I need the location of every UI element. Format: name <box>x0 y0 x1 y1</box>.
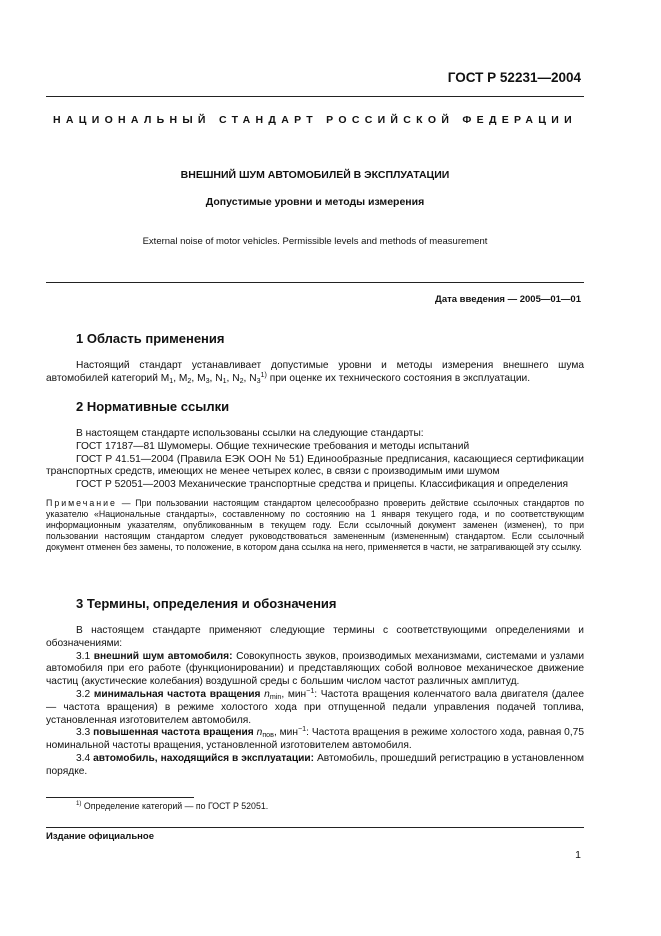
english-title: External noise of motor vehicles. Permissible levels and methods of measurement <box>142 236 488 247</box>
term-3-1: 3.1 внешний шум автомобиля: Совокупность звуков, производимых механизмами, системами и узлами автомобиля при его работе (функционировании) и представляющих собой волновое механическое движение частиц (акустические колебания) воздушной среды с большим числом частот различных амплитуд. <box>46 650 585 688</box>
footnote-reference: 1) <box>260 370 267 379</box>
vehicle-category: $N_1$ <box>215 372 227 385</box>
vehicle-category: $M_3$ <box>197 372 210 385</box>
section-3-body <box>46 625 584 779</box>
scope-paragraph: Настоящий стандарт устанавливает допустимые уровни и методы измерения внешнего шума автомобилей категорий $M_1$, $M_2$, $M_3$, $N_1$, $N_2$, $N_3^{1)}$ при оценке их технического состояния в эксплуатации. <box>46 360 584 385</box>
introduction-date: Дата введения — 2005—01—01 <box>435 294 581 305</box>
section-1-body <box>46 360 584 386</box>
reference-item: ГОСТ Р 52051—2003 Механические транспортные средства и прицепы. Классификация и определения <box>76 479 568 491</box>
references-lead: В настоящем стандарте использованы ссылки на следующие стандарты: <box>76 428 424 439</box>
standard-code: ГОСТ Р 52231—2004 <box>447 70 581 85</box>
note-label: Примечание <box>46 498 117 508</box>
official-edition-label: Издание официальное <box>46 831 154 842</box>
document-title: ВНЕШНИЙ ШУМ АВТОМОБИЛЕЙ В ЭКСПЛУАТАЦИИ <box>180 169 450 181</box>
document-subtitle: Допустимые уровни и методы измерения <box>205 196 425 208</box>
section-3-heading: 3 Термины, определения и обозначения <box>76 596 337 611</box>
references-note <box>46 498 584 553</box>
vehicle-category: $M_1$ <box>160 372 174 385</box>
national-standard-banner: НАЦИОНАЛЬНЫЙ СТАНДАРТ РОССИЙСКОЙ ФЕДЕРАЦИИ <box>53 114 577 126</box>
section-2-heading: 2 Нормативные ссылки <box>76 399 230 414</box>
section-1-heading: 1 Область применения <box>76 331 225 346</box>
vehicle-category: $N_3$ <box>249 372 261 385</box>
page-number: 1 <box>575 849 581 861</box>
reference-item: ГОСТ 17187—81 Шумомеры. Общие технические требования и методы испытаний <box>76 440 470 452</box>
vehicle-category: $N_2$ <box>232 372 244 385</box>
footnote-text: Определение категорий — по ГОСТ Р 52051. <box>81 801 269 811</box>
title-rule <box>46 282 584 283</box>
footnote-mark: 1) <box>76 800 82 807</box>
footnote-separator <box>46 797 194 798</box>
term-3-3: 3.3 повышенная частота вращения $n_{пов}$, мин$^{-1}$: Частота вращения в режиме холостого хода, равная 0,75 номинальной частоты вращения, установленной изготовителем автомобиля. <box>46 725 584 752</box>
terms-lead: В настоящем стандарте применяют следующие термины с соответствующими определениями и обозначениями: <box>46 625 584 649</box>
term-3-4: 3.4 автомобиль, находящийся в эксплуатации: Автомобиль, прошедший регистрацию в установленном порядке. <box>46 752 584 777</box>
note-text: — При пользовании настоящим стандартом целесообразно проверить действие ссылочных стандартов по указателю «Национальные стандарты», составленному по состоянию на 1 января текущего года, и по соответствующим информационным указателям, опубликованным в текущем году. Если ссылочный документ заменен (изменен), то при пользовании настоящим стандартом следует руководствоваться замененным (измененным) стандартом. Если ссылочный документ отменен без замены, то положение, в котором дана ссылка на него, применяется в части, не затрагивающей эту ссылку. <box>46 498 584 552</box>
vehicle-category: $M_2$ <box>178 372 192 385</box>
term-3-2: 3.2 минимальная частота вращения $n_{min}$, мин$^{-1}$: Частота вращения коленчатого вала двигателя (далее — частота вращения) в режиме холостого хода при отпущенной педали управления подачей топлива, установленная изготовителем автомобиля. <box>46 686 584 726</box>
footnote <box>76 801 268 811</box>
vehicle-category-list: $M_1$, $M_2$, $M_3$, $N_1$, $N_2$, $N_3$ <box>160 372 261 385</box>
section-2-body <box>46 428 584 492</box>
footer-rule <box>46 827 584 828</box>
reference-item: ГОСТ Р 41.51—2004 (Правила ЕЭК ООН № 51) Единообразные предписания, касающиеся сертификации транспортных средств, имеющих не менее четырех колес, в связи с производимым ими шумом <box>46 453 584 478</box>
header-rule <box>46 96 584 97</box>
